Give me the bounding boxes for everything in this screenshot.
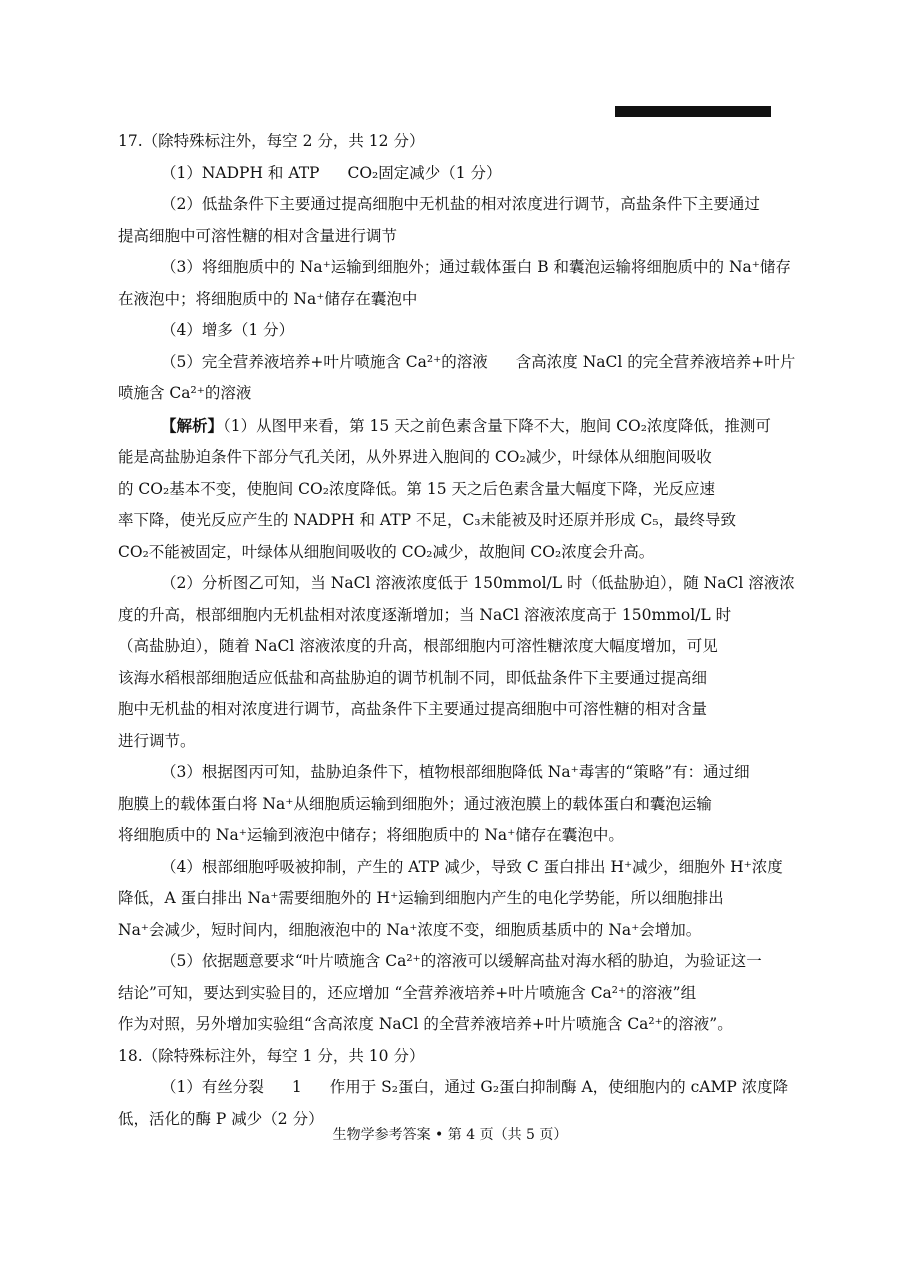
analysis-p2-line1: （2）分析图乙可知，当 NaCl 溶液浓度低于 150mmol/L 时（低盐胁迫），随 NaCl 溶液浓 xyxy=(161,574,795,592)
analysis-p3-line1: （3）根据图丙可知，盐胁迫条件下，植物根部细胞降低 Na⁺毒害的“策略”有：通过细 xyxy=(161,763,750,781)
analysis-p3-line3: 将细胞质中的 Na⁺运输到液泡中储存；将细胞质中的 Na⁺储存在囊泡中。 xyxy=(118,826,624,844)
q17-answer-3-cont: 在液泡中；将细胞质中的 Na⁺储存在囊泡中 xyxy=(118,289,418,308)
analysis-p2-line5: 胞中无机盐的相对浓度进行调节，高盐条件下主要通过提高细胞中可溶性糖的相对含量 xyxy=(118,700,708,718)
analysis-p2-line4: 该海水稻根部细胞适应低盐和高盐胁迫的调节机制不同，即低盐条件下主要通过提高细 xyxy=(118,668,708,687)
q18-answer-1 xyxy=(118,1072,789,1104)
top-black-bar xyxy=(615,106,771,117)
q18-a1-part1: （1）有丝分裂 xyxy=(161,1078,264,1096)
analysis-p4-line1: （4）根部细胞呼吸被抑制，产生的 ATP 减少，导致 C 蛋白排出 H⁺减少，细胞外 H⁺浓度 xyxy=(161,857,783,876)
analysis-p5-line3: 作为对照，另外增加实验组“含高浓度 NaCl 的全营养液培养+叶片喷施含 Ca²⁺的溶液”。 xyxy=(118,1015,733,1033)
q17-answer-1 xyxy=(118,158,773,190)
analysis-text: （1）从图甲来看，第 15 天之前色素含量下降不大，胞间 CO₂浓度降低，推测可 xyxy=(223,416,771,435)
analysis-p3-line2: 胞膜上的载体蛋白将 Na⁺从细胞质运输到细胞外；通过液泡膜上的载体蛋白和囊泡运输 xyxy=(118,794,712,813)
page-footer: 生物学参考答案 • 第 4 页（共 5 页） xyxy=(332,1127,568,1143)
q17-answer-5 xyxy=(118,347,796,379)
analysis-label: 【解析】 xyxy=(161,415,224,435)
analysis-p1-line1 xyxy=(118,410,773,443)
q17-a1-part1: （1）NADPH 和 ATP xyxy=(161,163,320,182)
q17-a1-part2: CO₂固定减少（1 分） xyxy=(347,163,502,182)
q18-answer-1-cont: 低，活化的酶 P 减少（2 分） xyxy=(118,1109,324,1128)
q17-answer-4: （4）增多（1 分） xyxy=(161,321,295,339)
analysis-p2-line3: （高盐胁迫），随着 NaCl 溶液浓度的升高，根部细胞内可溶性糖浓度大幅度增加，可见 xyxy=(118,637,718,655)
q17-answer-3: （3）将细胞质中的 Na⁺运输到细胞外；通过载体蛋白 B 和囊泡运输将细胞质中的 Na⁺储存 xyxy=(161,258,791,276)
analysis-p5-line1: （5）依据题意要求“叶片喷施含 Ca²⁺的溶液可以缓解高盐对海水稻的胁迫，为验证这一 xyxy=(161,952,762,970)
q17-answer-2: （2）低盐条件下主要通过提高细胞中无机盐的相对浓度进行调节，高盐条件下主要通过 xyxy=(161,195,760,213)
q17-answer-2-cont: 提高细胞中可溶性糖的相对含量进行调节 xyxy=(118,226,398,245)
q17-header: 17.（除特殊标注外，每空 2 分，共 12 分） xyxy=(118,132,425,150)
answer-content xyxy=(118,126,796,1135)
analysis-p2-line6: 进行调节。 xyxy=(118,731,196,750)
analysis-p4-line2: 降低，A 蛋白排出 Na⁺需要细胞外的 H⁺运输到细胞内产生的电化学势能，所以细胞排出 xyxy=(118,889,724,907)
q17-a5-part1: （5）完全营养液培养+叶片喷施含 Ca²⁺的溶液 xyxy=(161,352,488,371)
q18-a1-part2: 1 xyxy=(291,1078,302,1096)
q18-a1-part3: 作用于 S₂蛋白，通过 G₂蛋白抑制酶 A，使细胞内的 cAMP 浓度降 xyxy=(329,1078,789,1096)
analysis-p4-line3: Na⁺会减少，短时间内，细胞液泡中的 Na⁺浓度不变，细胞质基质中的 Na⁺会增加。 xyxy=(118,920,702,939)
analysis-p1-line2: 能是高盐胁迫条件下部分气孔关闭，从外界进入胞间的 CO₂减少，叶绿体从细胞间吸收 xyxy=(118,448,712,466)
analysis-p1-line4: 率下降，使光反应产生的 NADPH 和 ATP 不足，C₃未能被及时还原并形成 C₅，最终导致 xyxy=(118,511,737,529)
q18-header: 18.（除特殊标注外，每空 1 分，共 10 分） xyxy=(118,1046,425,1065)
q17-answer-5-cont: 喷施含 Ca²⁺的溶液 xyxy=(118,384,252,402)
analysis-p5-line2: 结论”可知，要达到实验目的，还应增加 “全营养液培养+叶片喷施含 Ca²⁺的溶液”组 xyxy=(118,983,697,1002)
analysis-p2-line2: 度的升高，根部细胞内无机盐相对浓度逐渐增加；当 NaCl 溶液浓度高于 150mmol/L 时 xyxy=(118,605,732,624)
q17-a5-part2: 含高浓度 NaCl 的完全营养液培养+叶片 xyxy=(515,352,796,371)
analysis-p1-line5: CO₂不能被固定，叶绿体从细胞间吸收的 CO₂减少，故胞间 CO₂浓度会升高。 xyxy=(118,542,655,561)
analysis-p1-line3: 的 CO₂基本不变，使胞间 CO₂浓度降低。第 15 天之后色素含量大幅度下降，光反应速 xyxy=(118,479,715,498)
